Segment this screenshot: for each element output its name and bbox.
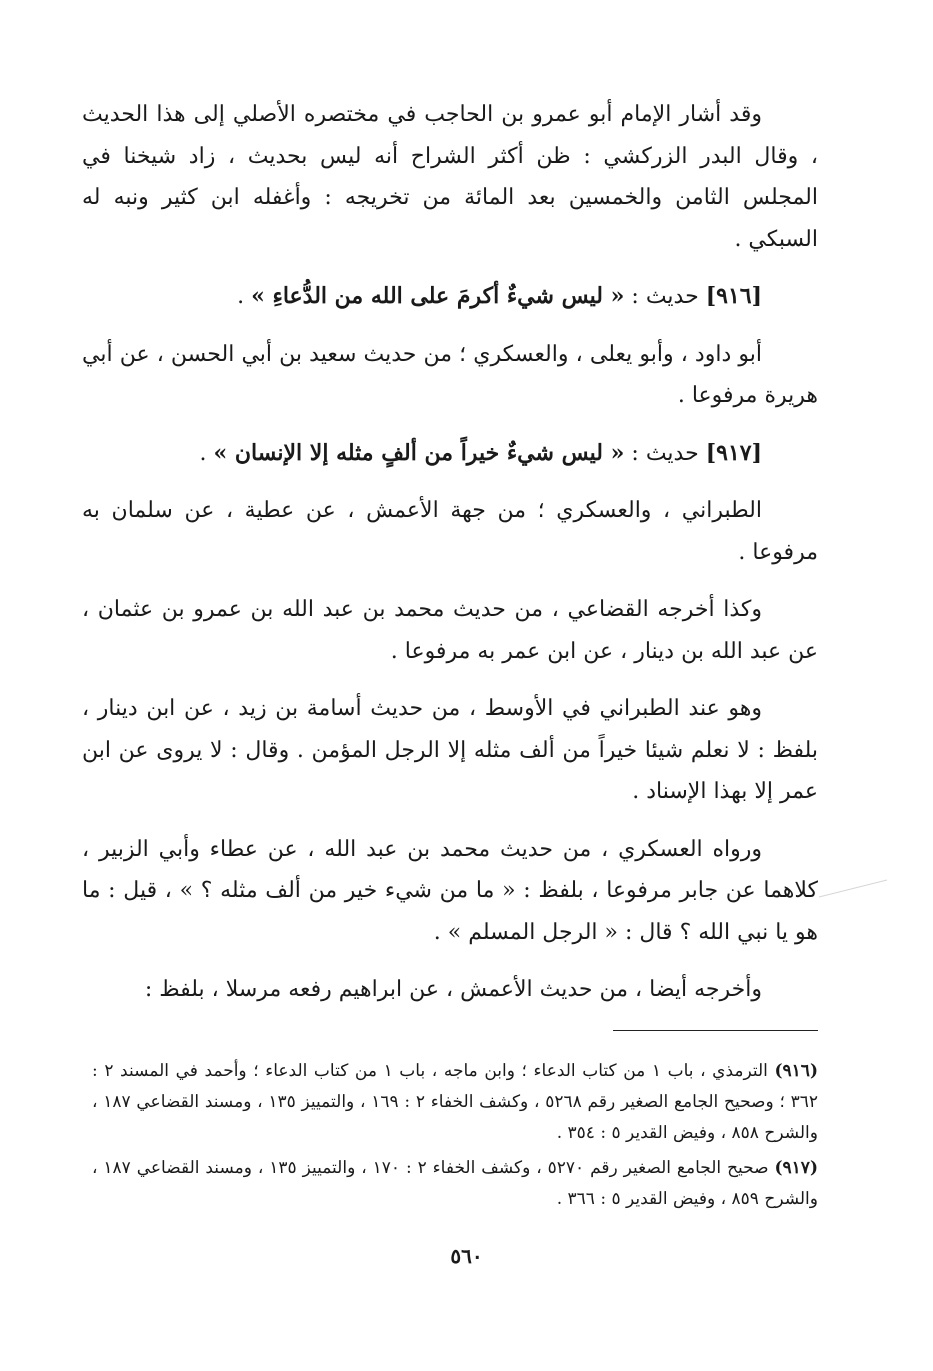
hadith-917-takhrij-mursal: وأخرجه أيضا ، من حديث الأعمش ، عن ابراهيم رفعه مرسلا ، بلفظ : bbox=[144, 977, 762, 1002]
footnote-916-text: الترمذي ، باب ١ من كتاب الدعاء ؛ وابن ماجه ، باب ١ من كتاب الدعاء ؛ وأحمد في المسند ٢ : ٣٦٢ ؛ وصحيح الجامع الصغير رقم ٥٢٦٨ ، وكشف الخفاء ٢ : ١٦٩ ، والتمييز ١٣٥ ، ومسند القضاعي ١٨٧ ، والشرح ٨٥٨ ، وفيض القدير ٥ : ٣٥٤ . bbox=[92, 1061, 818, 1143]
hadith-917-text: « ليس شيءٌ خيراً من ألفٍ مثله إلا الإنسان » bbox=[213, 439, 625, 466]
hadith-917-takhrij-qudai: وكذا أخرجه القضاعي ، من حديث محمد بن عبد الله بن عمرو بن عثمان ، عن عبد الله بن دينار ، عن ابن عمر به مرفوعا . bbox=[82, 597, 818, 664]
hadith-916-suffix: . bbox=[237, 284, 245, 309]
hadith-917-takhrij-askari: ورواه العسكري ، من حديث محمد بن عبد الله ، عن عطاء وأبي الزبير ، كلاهما عن جابر مرفوعا ، بلفظ : « ما من شيء خير من ألف مثله ؟ » ، قيل : ما هو يا نبي الله ؟ قال : « الرجل المسلم » . bbox=[82, 836, 818, 945]
hadith-916-heading bbox=[82, 276, 818, 318]
scan-artifact-line bbox=[819, 880, 887, 898]
page-number: ٥٦٠ bbox=[450, 1244, 483, 1268]
footnote-separator bbox=[613, 1030, 818, 1031]
hadith-916-text: « ليس شيءٌ أكرمَ على الله من الدُّعاءِ » bbox=[251, 283, 625, 309]
footnote-917 bbox=[92, 1153, 818, 1215]
hadith-917-prefix: حديث : bbox=[631, 440, 699, 466]
hadith-916-number: [٩١٦] bbox=[705, 283, 762, 309]
hadith-917-heading bbox=[82, 433, 818, 475]
hadith-917-takhrij-tabarani: الطبراني ، والعسكري ؛ من جهة الأعمش ، عن عطية ، عن سلمان به مرفوعا . bbox=[82, 498, 818, 565]
footnote-917-number: (٩١٧) bbox=[774, 1158, 818, 1178]
hadith-917-takhrij-awsat: وهو عند الطبراني في الأوسط ، من حديث أسامة بن زيد ، عن ابن دينار ، بلفظ : لا نعلم شيئا خيراً من ألف مثله إلا الرجل المؤمن . وقال : لا يروى عن ابن عمر إلا بهذا الإسناد . bbox=[82, 696, 818, 804]
main-text-body bbox=[82, 94, 818, 1027]
hadith-916-takhrij: أبو داود ، وأبو يعلى ، والعسكري ؛ من حديث سعيد بن أبي الحسن ، عن أبي هريرة مرفوعا . bbox=[82, 341, 818, 408]
intro-paragraph: وقد أشار الإمام أبو عمرو بن الحاجب في مختصره الأصلي إلى هذا الحديث ، وقال البدر الزركشي : ظن أكثر الشراح أنه ليس بحديث ، زاد شيخنا في المجلس الثامن والخمسين بعد المائة من تخريجه : وأغفله ابن كثير ونبه له السبكي . bbox=[82, 102, 818, 252]
footnotes-section bbox=[92, 1056, 818, 1219]
footnote-917-text: صحيح الجامع الصغير رقم ٥٢٧٠ ، وكشف الخفاء ٢ : ١٧٠ ، والتمييز ١٣٥ ، ومسند القضاعي ١٨٧ ، والشرح ٨٥٩ ، وفيض القدير ٥ : ٣٦٦ . bbox=[92, 1158, 818, 1209]
footnote-916 bbox=[92, 1056, 818, 1149]
hadith-916-prefix: حديث : bbox=[631, 284, 699, 309]
hadith-917-number: [٩١٧] bbox=[705, 439, 762, 466]
footnote-916-number: (٩١٦) bbox=[774, 1061, 818, 1081]
hadith-917-suffix: . bbox=[199, 440, 207, 466]
